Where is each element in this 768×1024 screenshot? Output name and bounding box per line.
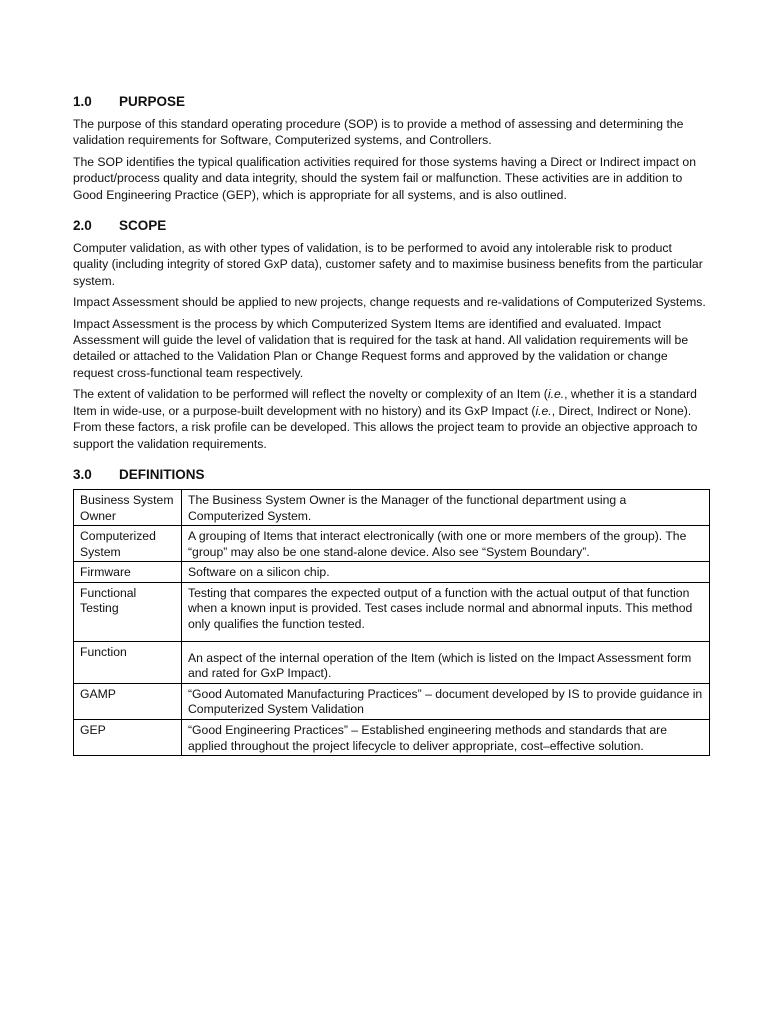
purpose-section <box>73 93 710 203</box>
purpose-heading <box>73 93 710 111</box>
extent-text: , whether it is a standard Item in wide-use, or a purpose-built development with no history) and its GxP Impact ( <box>73 387 697 418</box>
definition-cell: Testing that compares the expected output of a function with the actual output of that function when a known input is provided. Test cases include normal and abnormal inputs. This method only qualifies the function tested. <box>182 582 710 641</box>
definition-cell: “Good Automated Manufacturing Practices” – document developed by IS to provide guidance in Computerized System Validation <box>182 683 710 719</box>
table-row <box>74 641 710 683</box>
extent-ie: i.e. <box>535 403 552 418</box>
scope-title: SCOPE <box>119 218 167 234</box>
extent-text: The extent of validation to be performed will reflect the novelty or complexity of an Item ( <box>73 387 548 402</box>
term-cell: GAMP <box>74 683 182 719</box>
scope-extent-paragraph <box>73 386 710 452</box>
purpose-paragraph: The purpose of this standard operating procedure (SOP) is to provide a method of assessing and determining the validation requirements for Software, Computerized systems, and Controllers. <box>73 117 684 148</box>
term-cell: Function <box>74 641 182 683</box>
term-cell: GEP <box>74 720 182 756</box>
table-row <box>74 489 710 525</box>
document-page <box>73 93 710 770</box>
term-cell: Firmware <box>74 562 182 583</box>
definitions-number: 3.0 <box>73 466 92 482</box>
table-row <box>74 582 710 641</box>
definitions-section <box>73 466 710 756</box>
scope-paragraph: Impact Assessment is the process by which Computerized System Items are identified and evaluated. Impact Assessment will guide the level of validation that is required for the task at hand. All validation requirements will be detailed or attached to the Validation Plan or Change Request forms and approved by the validation or change request cross-functional team respectively. <box>73 316 689 380</box>
definition-cell: The Business System Owner is the Manager of the functional department using a Computerized System. <box>182 489 710 525</box>
term-cell: Functional Testing <box>74 582 182 641</box>
table-row <box>74 720 710 756</box>
definition-cell: “Good Engineering Practices” – Established engineering methods and standards that are applied throughout the project lifecycle to deliver appropriate, cost–effective solution. <box>182 720 710 756</box>
purpose-number: 1.0 <box>73 94 92 109</box>
scope-number: 2.0 <box>73 218 92 234</box>
scope-section <box>73 217 710 452</box>
definitions-title: DEFINITIONS <box>119 466 205 482</box>
definitions-heading <box>73 466 710 484</box>
extent-ie: i.e. <box>547 387 565 402</box>
scope-paragraph: Computer validation, as with other types of validation, is to be performed to avoid any intolerable risk to product quality (including integrity of stored GxP data), customer safety and to maximise business benefits from the particular system. <box>73 241 703 288</box>
definition-cell: Software on a silicon chip. <box>182 562 710 583</box>
table-row <box>74 526 710 562</box>
purpose-paragraph: The SOP identifies the typical qualification activities required for those systems having a Direct or Indirect impact on product/process quality and data integrity, should the system fail or malfunction. These activities are in addition to Good Engineering Practice (GEP), which is appropriate for all systems, and is also outlined. <box>73 154 696 202</box>
definition-cell: An aspect of the internal operation of the Item (which is listed on the Impact Assessment form and rated for GxP Impact). <box>182 641 710 683</box>
scope-paragraph: Impact Assessment should be applied to new projects, change requests and re-validations of Computerized Systems. <box>73 295 706 310</box>
term-cell: Computerized System <box>74 526 182 562</box>
purpose-title: PURPOSE <box>119 94 186 109</box>
definition-cell: A grouping of Items that interact electronically (with one or more members of the group). The “group” may also be one stand-alone device. Also see “System Boundary”. <box>182 526 710 562</box>
table-row <box>74 562 710 583</box>
table-row <box>74 683 710 719</box>
term-cell: Business System Owner <box>74 489 182 525</box>
scope-heading <box>73 217 710 235</box>
definitions-table <box>73 489 710 756</box>
extent-text: , Direct, Indirect or None). From these factors, a risk profile can be developed. This allows the project team to provide an objective approach to support the validation requirements. <box>73 403 698 451</box>
